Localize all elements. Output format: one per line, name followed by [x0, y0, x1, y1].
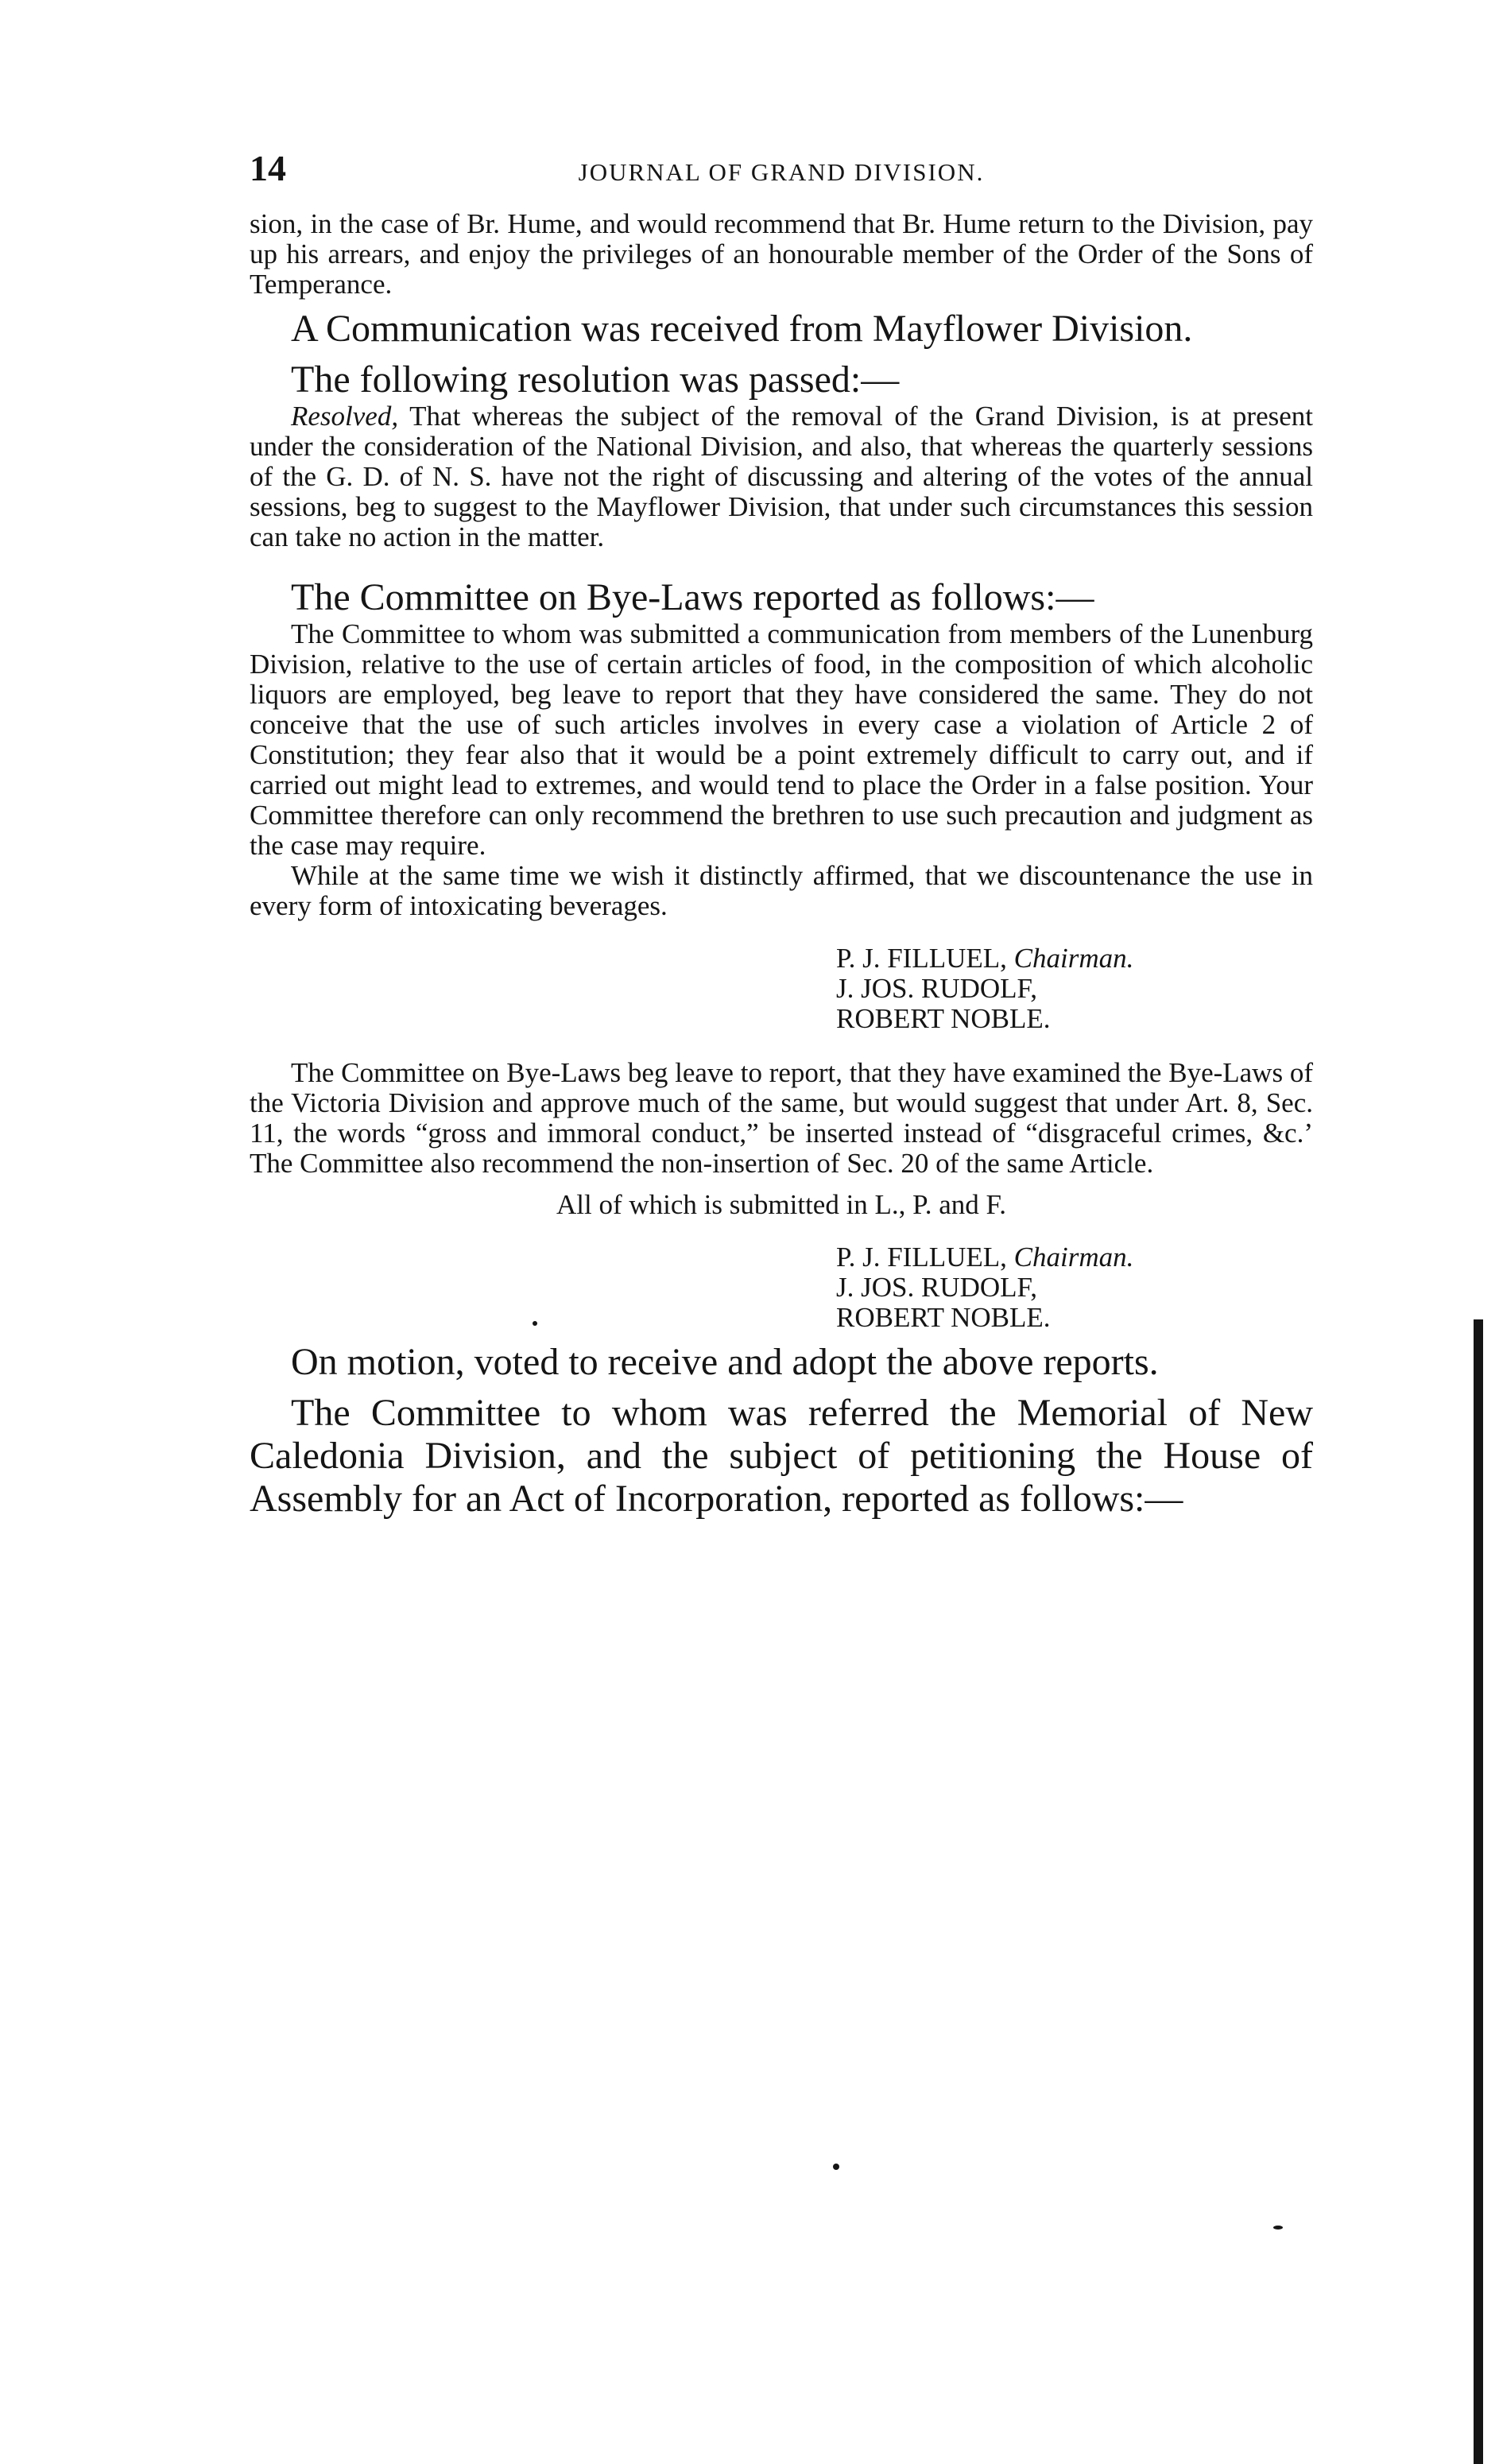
- resolution-text: That whereas the subject of the removal of the Grand Division, is at present under the consideration of the National Division, and also, that whereas the quarterly sessions of the G. D. of N. S. have not the right of discussing and altering of the votes of the annual sessions, beg to suggest to the Mayflower Division, that under such circumstances this session can take no action in the matter.: [250, 401, 1313, 552]
- paragraph-memorial: The Committee to whom was referred the Memorial of New Caledonia Division, and the subject of petitioning the House of Assembly for an Act of Incorporation, reported as follows:—: [250, 1392, 1313, 1520]
- report1-paragraph1: The Committee to whom was submitted a communication from members of the Lunenburg Division, relative to the use of certain articles of food, in the composition of which alcoholic liquors are employed, beg leave to report that they have considered the same. They do not conceive that the use of such articles involves in every case a violation of Article 2 of Constitution; they fear also that it would be a point extremely difficult to carry out, and if carried out might lead to extremes, and would tend to place the Order in a false position. Your Committee therefore can only recommend the brethren to use such precaution and judgment as the case may require.: [250, 618, 1313, 861]
- signature-chairman-name: P. J. FILLUEL,: [836, 1242, 1007, 1273]
- report1-paragraph2: While at the same time we wish it distinctly affirmed, that we discountenance the use in every form of intoxicating beverages.: [250, 860, 1313, 921]
- report2-submitted: All of which is submitted in L., P. and F.: [556, 1189, 1006, 1220]
- page-header: [250, 147, 1313, 209]
- signature-chairman-name: P. J. FILLUEL,: [836, 943, 1007, 974]
- print-speck: [533, 1321, 537, 1326]
- signature-chairman-title: Chairman.: [1013, 1242, 1134, 1273]
- page-number: 14: [250, 148, 286, 188]
- print-speck: [833, 2164, 839, 2170]
- signature-chairman: [836, 1242, 1313, 1273]
- signature-second: J. JOS. RUDOLF,: [836, 1272, 1037, 1303]
- paragraph-hume: sion, in the case of Br. Hume, and would recommend that Br. Hume return to the Division, pay up his arrears, and enjoy the privileges of an honourable member of the Order of the Sons of Temperance.: [250, 208, 1313, 300]
- signature-third: ROBERT NOBLE.: [836, 1003, 1051, 1034]
- signature-chairman-title: Chairman.: [1013, 943, 1134, 974]
- paragraph-communication: A Communication was received from Mayflower Division.: [291, 308, 1193, 350]
- paragraph-resolution-intro: The following resolution was passed:—: [291, 358, 900, 401]
- signature-block-1: [836, 943, 1313, 1034]
- report2-paragraph1: The Committee on Bye-Laws beg leave to report, that they have examined the Bye-Laws of the Victoria Division and approve much of the same, but would suggest that under Art. 8, Sec. 11, the words “gross and immoral conduct,” be inserted instead of “disgraceful crimes, &c.’ The Committee also recommend the non-insertion of Sec. 20 of the same Article.: [250, 1057, 1313, 1179]
- paragraph-motion: On motion, voted to receive and adopt the above reports.: [291, 1341, 1159, 1383]
- journal-page: [250, 147, 1313, 1521]
- resolved-word: Resolved,: [291, 401, 399, 432]
- scan-edge-shadow: [1474, 1319, 1483, 2464]
- signature-chairman: [836, 943, 1313, 974]
- print-speck: [1273, 2226, 1283, 2230]
- signature-second: J. JOS. RUDOLF,: [836, 973, 1037, 1004]
- running-title: JOURNAL OF GRAND DIVISION.: [578, 158, 985, 186]
- resolution-paragraph: [250, 401, 1313, 552]
- signature-third: ROBERT NOBLE.: [836, 1302, 1051, 1333]
- signature-block-2: [836, 1242, 1313, 1333]
- paragraph-committee-intro: The Committee on Bye-Laws reported as follows:—: [291, 576, 1094, 618]
